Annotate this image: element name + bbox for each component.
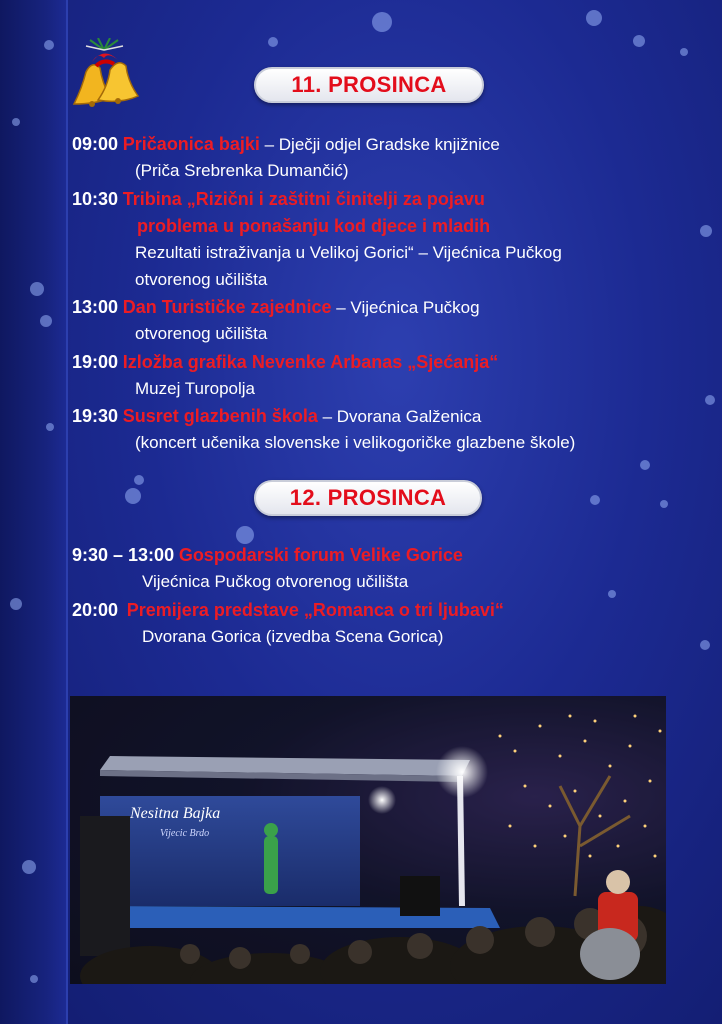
event-detail: Rezultati istraživanja u Velikoj Gorici“ – Vijećnica Pučkog [135, 243, 562, 262]
event-title: Premijera predstave „Romanca o tri ljubavi“ [126, 600, 504, 620]
banner-text: Nesitna Bajka [130, 805, 221, 822]
event-time: 20:00 [72, 600, 119, 620]
event-detail: (koncert učenika slovenske i velikogoričke glazbene škole) [135, 433, 576, 452]
event-time: 10:30 [72, 189, 119, 209]
event-title: Susret glazbenih škola [122, 406, 318, 426]
event-time: 13:00 [72, 297, 119, 317]
event-venue: – Dječji odjel Gradske knjižnice [259, 135, 500, 154]
event-venue: – Vijećnica Pučkog [331, 298, 480, 317]
banner-subtext: Vijecic Brdo [160, 828, 210, 839]
event-detail: Muzej Turopolja [135, 379, 256, 398]
event-title: Izložba grafika Nevenke Arbanas „Sjećanja“ [122, 352, 499, 372]
event-time: 19:00 [72, 352, 119, 372]
event-venue: – Dvorana Galženica [317, 407, 482, 426]
event-detail: otvorenog učilišta [135, 324, 268, 343]
event-time: 9:30 – 13:00 [72, 545, 175, 565]
day1-heading: 11. PROSINCA [254, 67, 484, 103]
event-detail: (Priča Srebrenka Dumančić) [135, 161, 349, 180]
christmas-bells-icon [68, 38, 140, 108]
day2-heading: 12. PROSINCA [254, 480, 482, 516]
event-title: Gospodarski forum Velike Gorice [178, 545, 463, 565]
event-detail: Dvorana Gorica (izvedba Scena Gorica) [142, 627, 444, 646]
event-photo [70, 696, 666, 984]
event-title: Pričaonica bajki [122, 134, 260, 154]
event-detail: Vijećnica Pučkog otvorenog učilišta [142, 572, 409, 591]
event-time: 19:30 [72, 406, 119, 426]
event-detail: otvorenog učilišta [135, 270, 268, 289]
sidebar-edge [66, 0, 68, 1024]
event-title-cont: problema u ponašanju kod djece i mladih [137, 216, 491, 236]
event-title: Tribina „Rizični i zaštitni činitelji za pojavu [122, 189, 485, 209]
event-title: Dan Turističke zajednice [122, 297, 332, 317]
event-time: 09:00 [72, 134, 119, 154]
